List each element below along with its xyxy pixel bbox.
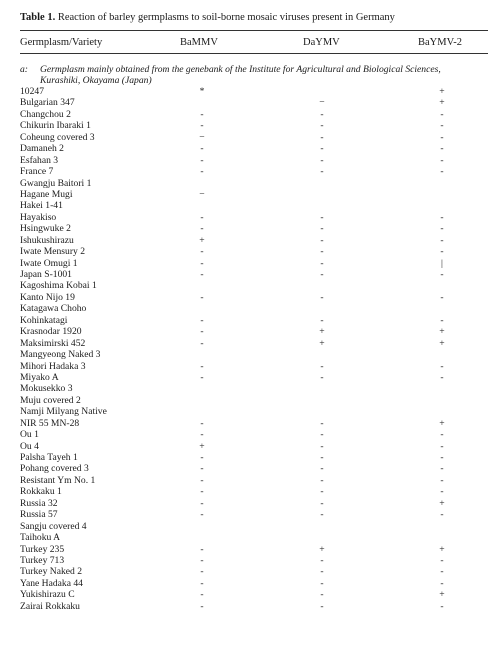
cell-bammv: - xyxy=(200,452,204,463)
cell-bammv: - xyxy=(200,223,204,235)
row-name: 10247 xyxy=(20,86,44,97)
cell-baymv2: - xyxy=(440,577,444,589)
cell-baymv2: + xyxy=(439,97,445,109)
cell-daymv: - xyxy=(320,143,324,155)
table-row xyxy=(20,280,488,291)
cell-bammv: - xyxy=(200,486,204,498)
table-row xyxy=(20,155,488,166)
cell-daymv: - xyxy=(320,234,324,246)
row-name: Mokusekko 3 xyxy=(20,383,73,395)
cell-daymv: - xyxy=(320,257,324,269)
cell-bammv: - xyxy=(200,166,204,178)
row-name: Palsha Tayeh 1 xyxy=(20,452,78,463)
header-daymv: DaYMV xyxy=(303,37,340,48)
cell-daymv: - xyxy=(320,463,324,475)
cell-bammv: - xyxy=(200,360,204,372)
table-row xyxy=(20,361,488,372)
cell-bammv: - xyxy=(200,566,204,578)
cell-baymv2: - xyxy=(440,429,444,441)
cell-baymv2: - xyxy=(440,246,444,258)
cell-baymv2: - xyxy=(440,108,444,120)
cell-baymv2: - xyxy=(440,360,444,372)
row-name: Kagoshima Kobai 1 xyxy=(20,280,97,292)
cell-bammv: - xyxy=(200,543,204,555)
cell-daymv: + xyxy=(319,337,325,349)
row-name: Damaneh 2 xyxy=(20,143,64,155)
cell-baymv2: - xyxy=(440,452,444,463)
cell-daymv: - xyxy=(320,108,324,120)
cell-bammv: - xyxy=(200,417,204,429)
row-name: Changchou 2 xyxy=(20,108,71,120)
row-name: Chikurin Ibaraki 1 xyxy=(20,120,91,132)
cell-bammv: - xyxy=(200,429,204,441)
footnote-label: a: xyxy=(20,64,28,75)
cell-baymv2: - xyxy=(440,486,444,498)
row-name: Zairai Rokkaku xyxy=(20,600,80,612)
table-row xyxy=(20,452,488,463)
cell-baymv2: | xyxy=(441,257,443,269)
row-name: Ou 4 xyxy=(20,440,39,452)
cell-bammv: - xyxy=(200,257,204,269)
cell-daymv: - xyxy=(320,509,324,521)
table-row xyxy=(20,326,488,337)
row-name: Sangju covered 4 xyxy=(20,520,87,532)
cell-bammv: - xyxy=(200,463,204,475)
row-name: Turkey 235 xyxy=(20,543,65,555)
header-bammv: BaMMV xyxy=(180,37,218,48)
cell-bammv: - xyxy=(200,246,204,258)
table-row xyxy=(20,315,488,326)
table-body xyxy=(20,86,488,612)
cell-bammv: - xyxy=(200,326,204,338)
row-name: Gwangju Baitori 1 xyxy=(20,177,92,189)
cell-daymv: - xyxy=(320,497,324,509)
table-row xyxy=(20,86,488,97)
table-row xyxy=(20,475,488,486)
table-row xyxy=(20,269,488,280)
cell-baymv2: - xyxy=(440,291,444,303)
cell-daymv: - xyxy=(320,577,324,589)
table-row xyxy=(20,544,488,555)
table-row xyxy=(20,303,488,314)
cell-bammv: - xyxy=(200,314,204,326)
table-row xyxy=(20,566,488,577)
cell-daymv: - xyxy=(320,291,324,303)
footnote-a xyxy=(20,64,480,86)
cell-baymv2: - xyxy=(440,371,444,383)
table-row xyxy=(20,120,488,131)
cell-bammv: - xyxy=(200,291,204,303)
footnote-text: Germplasm mainly obtained from the genebank of the Institute for Agricultural and Biological Sciences, Kurashiki, Okayama (Japan) xyxy=(40,64,441,86)
cell-daymv: - xyxy=(320,314,324,326)
cell-bammv: * xyxy=(199,86,205,97)
cell-daymv: + xyxy=(319,326,325,338)
table-row xyxy=(20,246,488,257)
cell-baymv2: + xyxy=(439,337,445,349)
cell-baymv2: - xyxy=(440,120,444,132)
cell-daymv: - xyxy=(320,417,324,429)
cell-daymv: - xyxy=(320,452,324,463)
cell-daymv: − xyxy=(319,97,325,109)
table-row xyxy=(20,601,488,612)
cell-baymv2: + xyxy=(439,326,445,338)
row-name: Iwate Mensury 2 xyxy=(20,246,86,258)
table-row xyxy=(20,406,488,417)
cell-baymv2: - xyxy=(440,440,444,452)
row-name: Turkey 713 xyxy=(20,554,65,566)
cell-daymv: - xyxy=(320,429,324,441)
cell-bammv: - xyxy=(200,554,204,566)
cell-daymv: - xyxy=(320,269,324,280)
cell-baymv2: - xyxy=(440,269,444,280)
row-name: Pohang covered 3 xyxy=(20,463,89,475)
cell-bammv: - xyxy=(200,269,204,280)
cell-baymv2: - xyxy=(440,211,444,223)
row-name: Krasnodar 1920 xyxy=(20,326,82,338)
row-name: Russia 32 xyxy=(20,497,58,509)
table-row xyxy=(20,143,488,154)
row-name: Yukishirazu C xyxy=(20,589,75,601)
table-row xyxy=(20,189,488,200)
cell-bammv: + xyxy=(199,234,205,246)
cell-baymv2: - xyxy=(440,566,444,578)
cell-daymv: - xyxy=(320,246,324,258)
cell-baymv2: + xyxy=(439,589,445,601)
cell-baymv2: - xyxy=(440,463,444,475)
table-row xyxy=(20,178,488,189)
row-name: Namji Milyang Native xyxy=(20,406,107,418)
cell-bammv: - xyxy=(200,154,204,166)
row-name: Esfahan 3 xyxy=(20,154,59,166)
cell-daymv: - xyxy=(320,554,324,566)
table-row xyxy=(20,235,488,246)
table-row xyxy=(20,532,488,543)
table-row xyxy=(20,418,488,429)
table-row xyxy=(20,97,488,108)
table-row xyxy=(20,463,488,474)
cell-daymv: - xyxy=(320,166,324,178)
row-name: France 7 xyxy=(20,166,54,178)
row-name: Rokkaku 1 xyxy=(20,486,62,498)
header-rule xyxy=(20,53,488,54)
cell-baymv2: - xyxy=(440,131,444,143)
cell-daymv: - xyxy=(320,131,324,143)
table-title: Reaction of barley germplasms to soil-borne mosaic viruses present in Germany xyxy=(57,12,395,23)
header-baymv2: BaYMV-2 xyxy=(418,37,462,48)
cell-bammv: - xyxy=(200,211,204,223)
table-row xyxy=(20,486,488,497)
cell-bammv: - xyxy=(200,143,204,155)
table-row xyxy=(20,372,488,383)
cell-daymv: - xyxy=(320,154,324,166)
table-row xyxy=(20,338,488,349)
cell-bammv: − xyxy=(199,188,205,200)
cell-baymv2: - xyxy=(440,234,444,246)
row-name: Hakei 1-41 xyxy=(20,200,63,212)
table-row xyxy=(20,498,488,509)
header-germplasm: Germplasm/Variety xyxy=(20,37,103,48)
table-row xyxy=(20,258,488,269)
row-name: Japan S-1001 xyxy=(20,269,72,280)
table-row xyxy=(20,166,488,177)
table-row xyxy=(20,521,488,532)
cell-bammv: - xyxy=(200,589,204,601)
cell-daymv: - xyxy=(320,360,324,372)
cell-baymv2: + xyxy=(439,543,445,555)
table-row xyxy=(20,395,488,406)
cell-bammv: - xyxy=(200,337,204,349)
row-name: Yane Hadaka 44 xyxy=(20,577,83,589)
row-name: Ou 1 xyxy=(20,429,39,441)
cell-bammv: - xyxy=(200,371,204,383)
cell-daymv: - xyxy=(320,589,324,601)
table-caption xyxy=(20,12,395,23)
row-name: Kohinkatagi xyxy=(20,314,68,326)
table-row xyxy=(20,383,488,394)
row-name: Ishukushirazu xyxy=(20,234,74,246)
table-row xyxy=(20,109,488,120)
table-row xyxy=(20,200,488,211)
table-row xyxy=(20,223,488,234)
table-row xyxy=(20,555,488,566)
row-name: Muju covered 2 xyxy=(20,394,81,406)
table-row xyxy=(20,509,488,520)
cell-baymv2: - xyxy=(440,600,444,612)
cell-baymv2: + xyxy=(439,86,445,97)
cell-baymv2: - xyxy=(440,509,444,521)
row-name: Miyako A xyxy=(20,371,59,383)
cell-daymv: - xyxy=(320,440,324,452)
cell-daymv: - xyxy=(320,371,324,383)
row-name: Hayakiso xyxy=(20,211,57,223)
row-name: Bulgarian 347 xyxy=(20,97,75,109)
cell-baymv2: - xyxy=(440,554,444,566)
row-name: Coheung covered 3 xyxy=(20,131,95,143)
cell-baymv2: - xyxy=(440,314,444,326)
row-name: Mihori Hadaka 3 xyxy=(20,360,86,372)
top-rule xyxy=(20,30,488,31)
cell-bammv: − xyxy=(199,131,205,143)
cell-daymv: - xyxy=(320,566,324,578)
row-name: Iwate Omugi 1 xyxy=(20,257,78,269)
cell-bammv: + xyxy=(199,440,205,452)
row-name: Hagane Mugi xyxy=(20,188,73,200)
row-name: NIR 55 MN-28 xyxy=(20,417,80,429)
cell-daymv: - xyxy=(320,223,324,235)
row-name: Mangyeong Naked 3 xyxy=(20,349,101,361)
table-row xyxy=(20,132,488,143)
cell-bammv: - xyxy=(200,600,204,612)
cell-baymv2: - xyxy=(440,154,444,166)
cell-daymv: - xyxy=(320,211,324,223)
table-row xyxy=(20,349,488,360)
cell-bammv: - xyxy=(200,509,204,521)
cell-daymv: - xyxy=(320,474,324,486)
cell-bammv: - xyxy=(200,474,204,486)
row-name: Hsingwuke 2 xyxy=(20,223,71,235)
row-name: Russia 57 xyxy=(20,509,58,521)
cell-baymv2: - xyxy=(440,223,444,235)
row-name: Turkey Naked 2 xyxy=(20,566,82,578)
cell-baymv2: + xyxy=(439,497,445,509)
table-row xyxy=(20,292,488,303)
cell-baymv2: + xyxy=(439,417,445,429)
cell-baymv2: - xyxy=(440,474,444,486)
cell-bammv: - xyxy=(200,497,204,509)
cell-daymv: - xyxy=(320,600,324,612)
cell-daymv: - xyxy=(320,486,324,498)
cell-daymv: + xyxy=(319,543,325,555)
row-name: Maksimirski 452 xyxy=(20,337,86,349)
table-row xyxy=(20,589,488,600)
row-name: Taihoku A xyxy=(20,532,61,544)
table-row xyxy=(20,429,488,440)
cell-baymv2: - xyxy=(440,143,444,155)
cell-daymv: - xyxy=(320,120,324,132)
table-row xyxy=(20,212,488,223)
row-name: Resistant Ym No. 1 xyxy=(20,474,96,486)
cell-bammv: - xyxy=(200,577,204,589)
table-row xyxy=(20,441,488,452)
row-name: Katagawa Choho xyxy=(20,303,87,315)
cell-bammv: - xyxy=(200,108,204,120)
table-label: Table 1. xyxy=(20,12,56,23)
table-row xyxy=(20,578,488,589)
cell-baymv2: - xyxy=(440,166,444,178)
cell-bammv: - xyxy=(200,120,204,132)
row-name: Kanto Nijo 19 xyxy=(20,291,75,303)
